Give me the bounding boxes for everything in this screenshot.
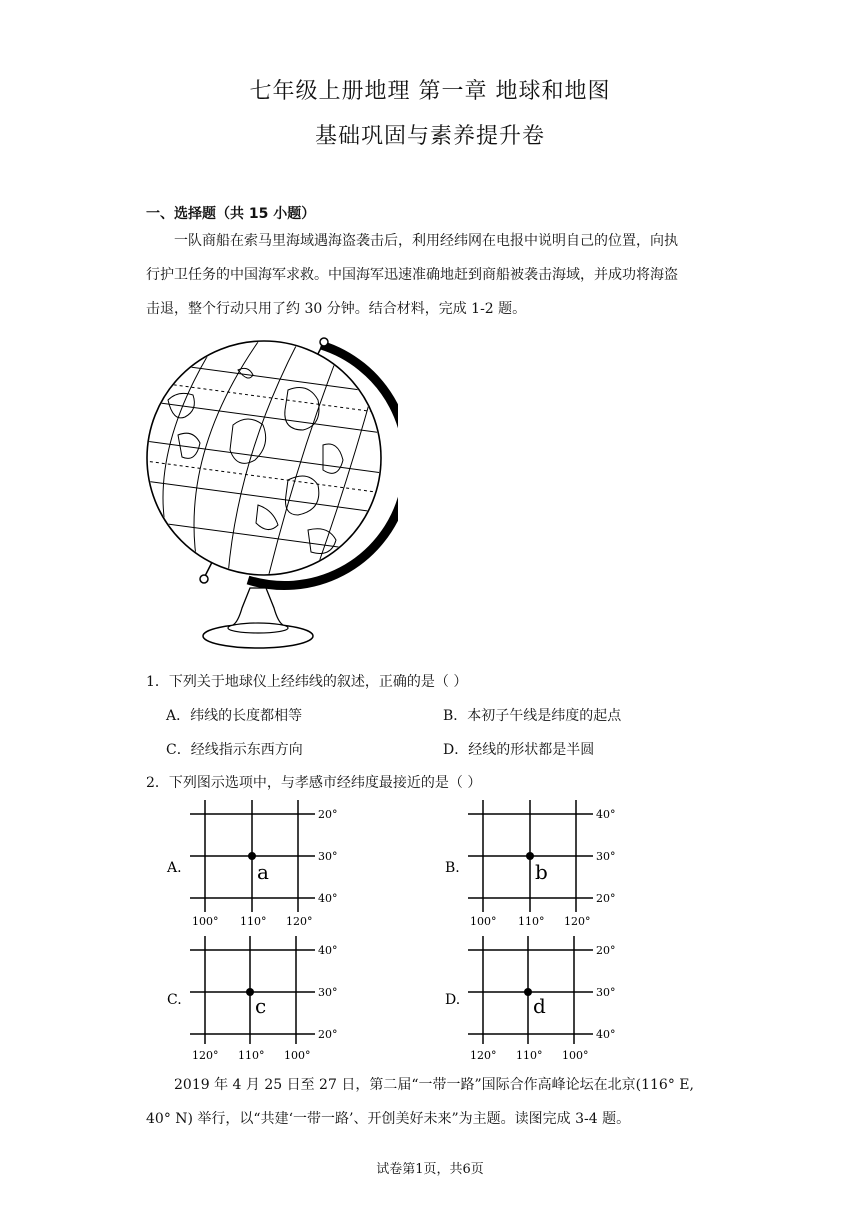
material2-line2: 40° N) 举行，以“共建‘一带一路’、开创美好未来”为主题。读图完成 3-4 题。 (146, 1111, 631, 1127)
svg-text:120°: 120° (286, 915, 313, 928)
grid-option-c[interactable] (160, 936, 350, 1070)
question-1-option-d[interactable]: D．经线的形状都是半圆 (443, 742, 595, 758)
svg-text:d: d (533, 994, 546, 1018)
svg-text:30°: 30° (596, 850, 616, 863)
svg-text:120°: 120° (564, 915, 591, 928)
page-subtitle: 基础巩固与素养提升卷 (314, 124, 545, 149)
page-title: 七年级上册地理 第一章 地球和地图 (249, 79, 611, 104)
question-1-option-b[interactable]: B．本初子午线是纬度的起点 (443, 708, 622, 724)
question-1-option-c[interactable]: C．经线指示东西方向 (166, 742, 303, 758)
globe-sphere (147, 341, 381, 575)
svg-text:20°: 20° (596, 944, 616, 957)
svg-text:110°: 110° (240, 915, 267, 928)
globe-stand-neck (233, 588, 283, 625)
globe-south-pole-knob (200, 575, 208, 583)
grid-option-label: A. (167, 860, 182, 876)
svg-text:100°: 100° (470, 915, 497, 928)
svg-text:30°: 30° (318, 986, 338, 999)
svg-text:40°: 40° (596, 1028, 616, 1041)
grid-option-d[interactable] (438, 936, 628, 1070)
section-heading: 一、选择题（共 15 小题） (146, 206, 316, 222)
svg-text:40°: 40° (318, 944, 338, 957)
svg-text:20°: 20° (596, 892, 616, 905)
material1-line1: 一队商船在索马里海域遇海盗袭击后，利用经纬网在电报中说明自己的位置，向执 (174, 233, 678, 249)
svg-text:100°: 100° (562, 1049, 589, 1062)
globe-illustration (138, 330, 398, 655)
svg-text:C.: C. (167, 992, 182, 1008)
question-1-stem: 1．下列关于地球仪上经纬线的叙述，正确的是（ ） (146, 674, 468, 690)
svg-text:B.: B. (445, 860, 460, 876)
svg-text:b: b (535, 860, 548, 884)
question-2-stem: 2．下列图示选项中，与孝感市经纬度最接近的是（ ） (146, 775, 482, 791)
svg-text:120°: 120° (192, 1049, 219, 1062)
svg-text:30°: 30° (318, 850, 338, 863)
grid-point-label: a (257, 860, 269, 884)
globe-north-pole-knob (320, 338, 328, 346)
svg-text:c: c (255, 994, 267, 1018)
material1-line2: 行护卫任务的中国海军求救。中国海军迅速准确地赶到商船被袭击海域，并成功将海盗 (146, 267, 678, 283)
svg-text:30°: 30° (596, 986, 616, 999)
svg-text:D.: D. (445, 992, 461, 1008)
grid-option-b[interactable] (438, 800, 628, 934)
svg-text:100°: 100° (192, 915, 219, 928)
page-footer: 试卷第1页，共6页 (376, 1162, 484, 1177)
svg-text:40°: 40° (596, 808, 616, 821)
question-1-option-a[interactable]: A．纬线的长度都相等 (166, 708, 303, 724)
material2-line1: 2019 年 4 月 25 日至 27 日，第二届“一带一路”国际合作高峰论坛在北京(116° E, (174, 1077, 694, 1093)
svg-text:110°: 110° (518, 915, 545, 928)
svg-text:110°: 110° (516, 1049, 543, 1062)
grid-option-a[interactable] (160, 800, 350, 934)
material1-line3: 击退，整个行动只用了约 30 分钟。结合材料，完成 1-2 题。 (146, 301, 527, 317)
svg-text:20°: 20° (318, 808, 338, 821)
svg-text:40°: 40° (318, 892, 338, 905)
svg-text:120°: 120° (470, 1049, 497, 1062)
svg-text:20°: 20° (318, 1028, 338, 1041)
svg-text:110°: 110° (238, 1049, 265, 1062)
svg-text:100°: 100° (284, 1049, 311, 1062)
grid-point-dot (248, 852, 256, 860)
